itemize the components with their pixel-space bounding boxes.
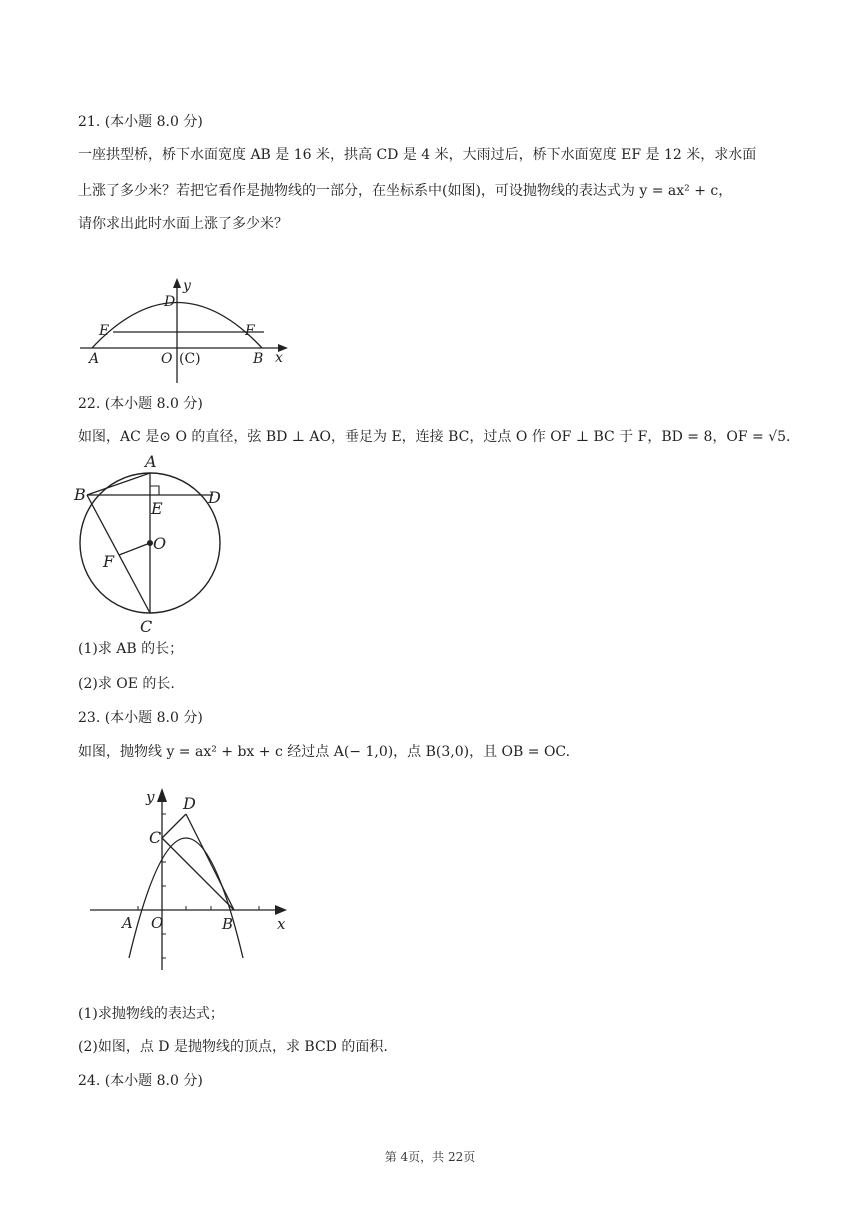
q21-label-A: A: [89, 351, 100, 367]
q23-label-D: D: [183, 794, 196, 813]
q22-part2: (2)求 OE 的长.: [78, 676, 175, 692]
q21-label-y: y: [183, 278, 191, 294]
q23-label-B: B: [222, 915, 234, 933]
q22-circle-figure: [72, 452, 232, 642]
q23-label-A: A: [122, 914, 133, 932]
q21-text-line1: 一座拱型桥，桥下水面宽度 AB 是 16 米，拱高 CD 是 4 米，大雨过后，桥下水面宽度 EF 是 12 米，求水面: [78, 147, 757, 163]
q21-label-D: D: [164, 294, 176, 310]
q21-bridge-figure: [75, 275, 305, 385]
q22-label-O: O: [153, 534, 167, 553]
q22-text-line1: 如图，AC 是⊙ O 的直径，弦 BD ⊥ AO，垂足为 E，连接 BC，过点 O 作 OF ⊥ BC 于 F，BD = 8，OF = √5.: [78, 429, 791, 445]
q23-label-C: C: [149, 828, 162, 847]
q23-part2: (2)如图，点 D 是抛物线的顶点，求 BCD 的面积.: [78, 1039, 388, 1055]
q22-label-B: B: [74, 485, 86, 504]
q22-label-C: C: [140, 617, 153, 636]
q21-label-x: x: [275, 350, 283, 366]
q22-header: 22. (本小题 8.0 分): [78, 396, 203, 412]
q23-text-line1: 如图，抛物线 y = ax² + bx + c 经过点 A(− 1,0)，点 B(3,0)，且 OB = OC.: [78, 744, 571, 760]
q22-label-E: E: [151, 499, 163, 518]
q23-parabola-figure: [85, 782, 305, 982]
q23-part1: (1)求抛物线的表达式；: [78, 1006, 224, 1022]
q23-label-y: y: [146, 788, 155, 806]
q22-label-D: D: [208, 488, 221, 507]
q22-label-A: A: [145, 452, 157, 471]
q21-header: 21. (本小题 8.0 分): [78, 114, 203, 130]
q21-label-C: (C): [179, 351, 201, 367]
q22-label-F: F: [103, 552, 115, 571]
q23-header: 23. (本小题 8.0 分): [78, 710, 203, 726]
q21-text-line2: 上涨了多少米？若把它看作是抛物线的一部分，在坐标系中(如图)，可设抛物线的表达式为 y = ax² + c，: [78, 183, 733, 199]
q23-label-O: O: [151, 914, 164, 932]
q21-label-F: F: [245, 323, 255, 339]
page-footer: 第 4页，共 22页: [384, 1150, 476, 1164]
q21-label-O: O: [161, 351, 173, 367]
q21-text-line3: 请你求出此时水面上涨了多少米？: [78, 216, 288, 232]
q23-label-x: x: [277, 915, 286, 933]
q22-part1: (1)求 AB 的长；: [78, 641, 184, 657]
q24-header: 24. (本小题 8.0 分): [78, 1073, 203, 1089]
q21-label-E: E: [99, 323, 110, 339]
q21-label-B: B: [253, 351, 264, 367]
